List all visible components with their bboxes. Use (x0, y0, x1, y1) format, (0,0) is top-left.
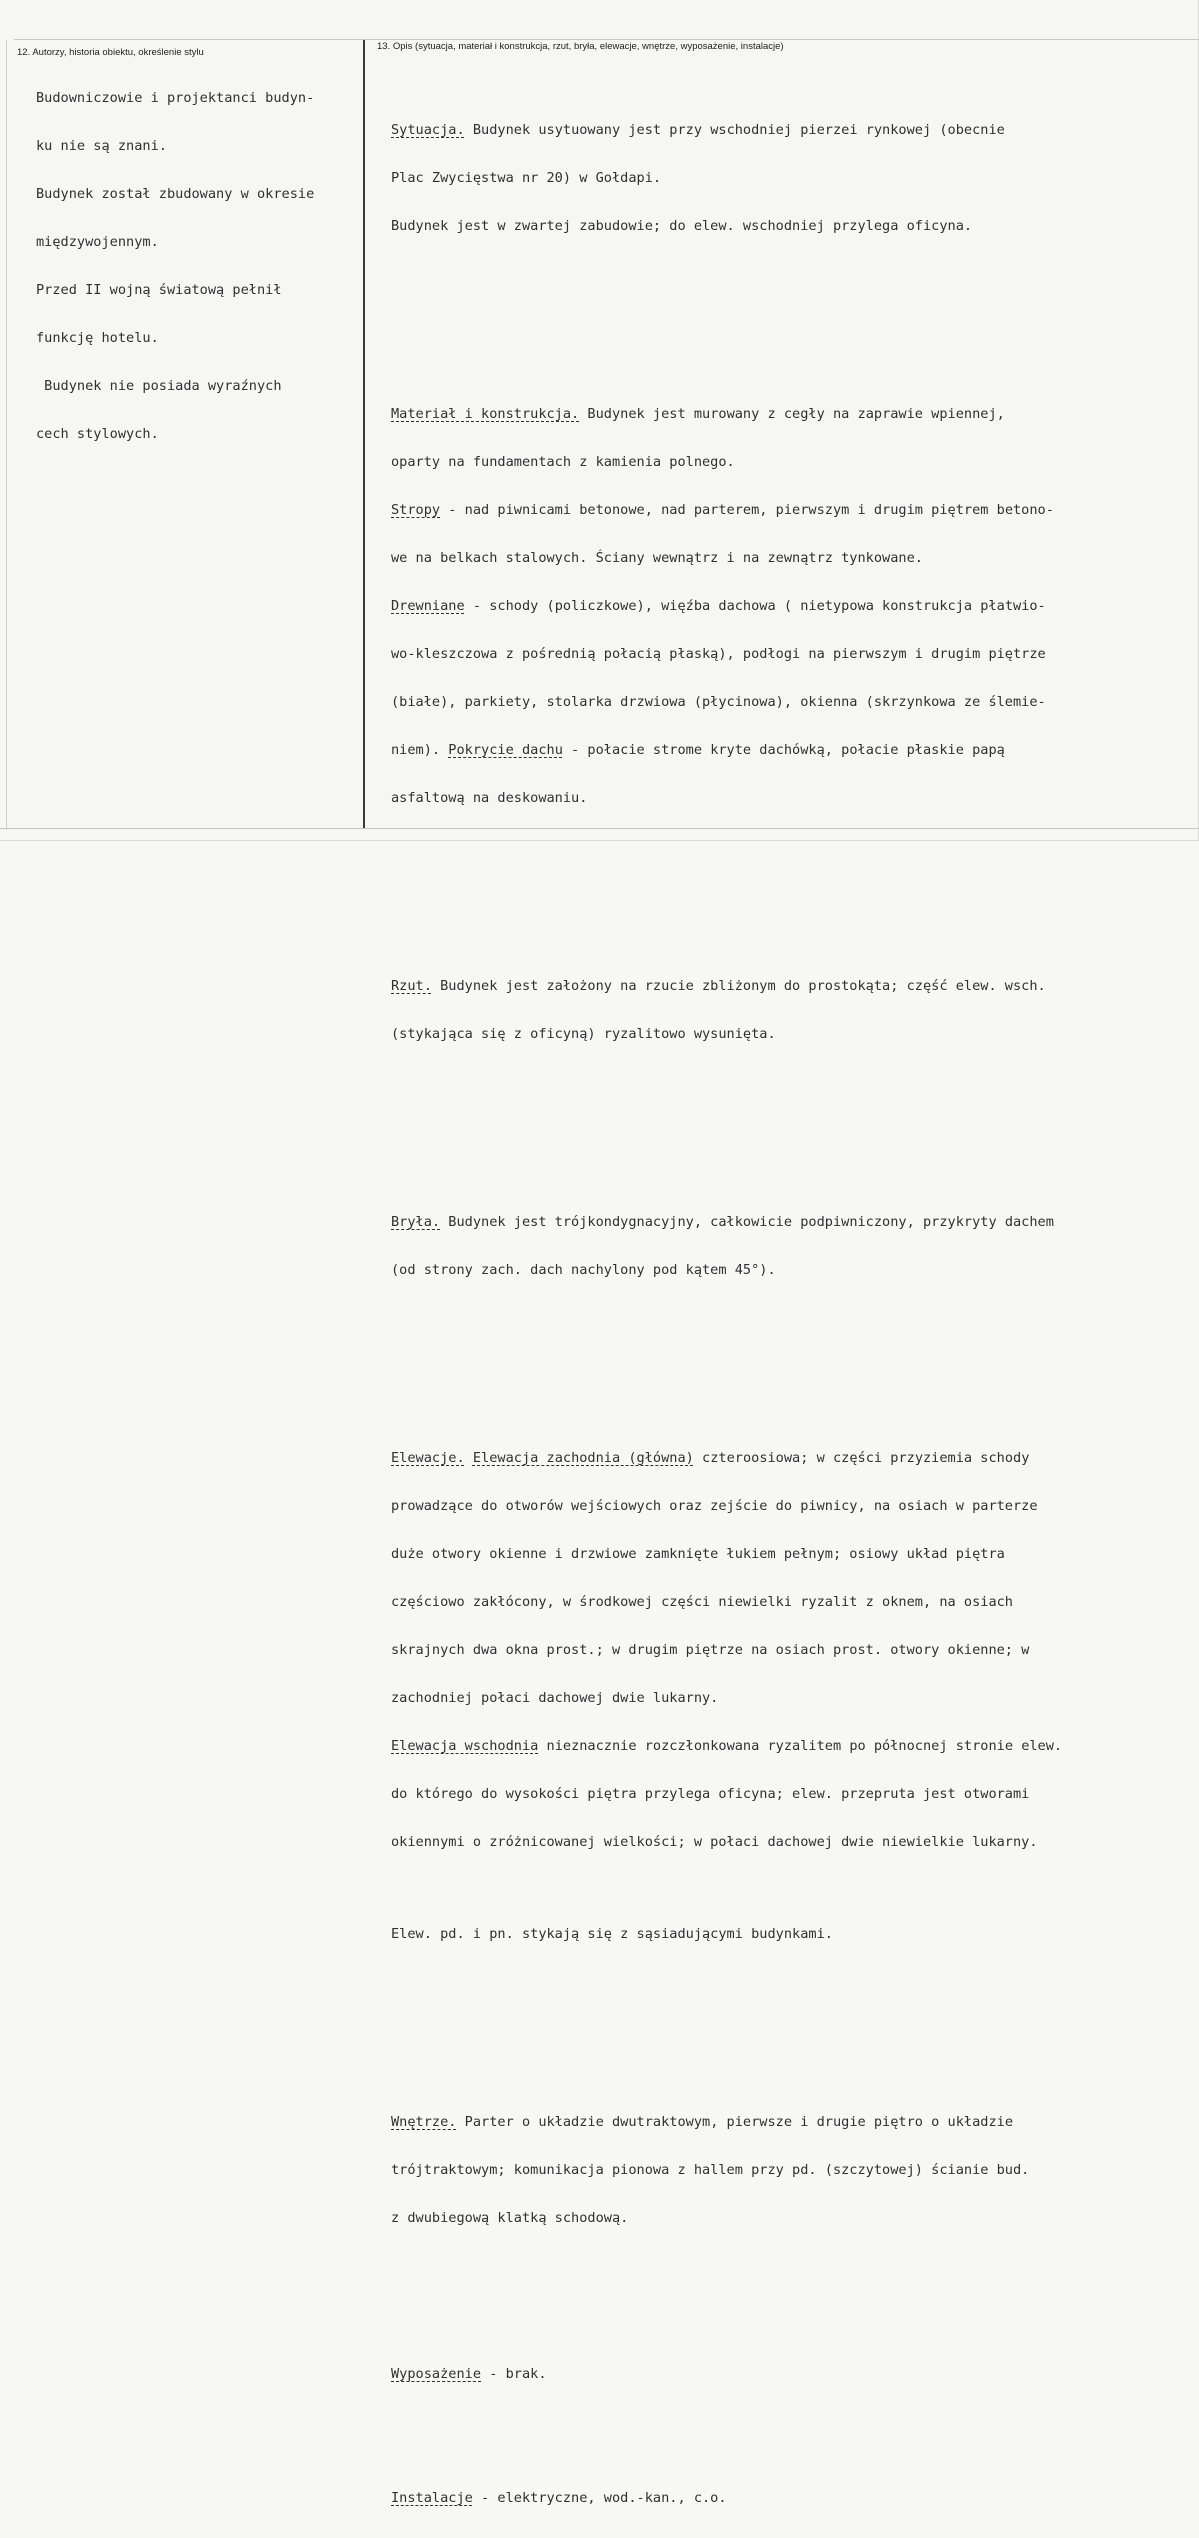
field-13-number: 13. (377, 41, 391, 52)
field-12-line: ku nie są znani. (36, 138, 167, 154)
elewacje-heading: Elewacje. (391, 1450, 465, 1466)
gap (391, 870, 1062, 882)
gap (391, 1882, 1062, 1894)
wnetrze-text: Parter o układzie dwutraktowym, pierwsze i drugie piętro o układzie (456, 2114, 1014, 2130)
material-text: Budynek jest murowany z cegły na zaprawie wpiennej, (579, 406, 1005, 422)
pokrycie-text: - połacie strome kryte dachówką, połacie płaskie papą (562, 742, 1005, 758)
left-rule (6, 40, 7, 830)
elewacje-line: prowadzące do otworów wejściowych oraz zejście do piwnicy, na osiach w parterze (391, 1498, 1038, 1514)
elewacja-zachodnia-heading: Elewacja zachodnia (główna) (472, 1450, 694, 1466)
material-line-1 (391, 406, 1062, 422)
elewacje-line: okiennymi o zróżnicowanej wielkości; w połaci dachowej dwie niewielkie lukarny. (391, 1834, 1038, 1850)
sytuacja-heading: Sytuacja. (391, 122, 465, 138)
wnetrze-heading: Wnętrze. (391, 2114, 457, 2130)
instalacje-heading: Instalacje (391, 2490, 473, 2506)
elewacje-line-1 (391, 1450, 1062, 1466)
top-rule (14, 39, 1199, 40)
section-sytuacja (391, 90, 1062, 266)
section-material (391, 374, 1062, 838)
section-wyposazenie (391, 2366, 1062, 2382)
gap (391, 298, 1062, 310)
field-12-content (36, 58, 314, 474)
material-line: we na belkach stalowych. Ściany wewnątrz i na zewnątrz tynkowane. (391, 550, 923, 566)
sytuacja-line: Budynek jest w zwartej zabudowie; do elew. wschodniej przylega oficyna. (391, 218, 973, 234)
gap (391, 1342, 1062, 1354)
elewacje-line: do którego do wysokości piętra przylega oficyna; elew. przepruta jest otworami (391, 1786, 1030, 1802)
field-13-content (391, 42, 1062, 2538)
rzut-line: (stykająca się z oficyną) ryzalitowo wysunięta. (391, 1026, 776, 1042)
pokrycie-line (391, 742, 1062, 758)
column-divider (363, 40, 365, 828)
sytuacja-line-1 (391, 122, 1062, 138)
field-12-label (17, 47, 204, 58)
field-13-title: Opis (sytuacja, materiał i konstrukcja, rzut, bryła, elewacje, wnętrze, wyposażenie, instalacje) (392, 41, 784, 52)
pokrycie-pre: niem). (391, 742, 449, 758)
field-12-title: Autorzy, historia obiektu, określenie stylu (32, 47, 204, 58)
field-12-line: cech stylowych. (36, 426, 159, 442)
elewacja-wschodnia-text: nieznacznie rozczłonkowana ryzalitem po północnej stronie elew. (538, 1738, 1063, 1754)
material-heading: Materiał i konstrukcja. (391, 406, 580, 422)
drewniane-text: - schody (policzkowe), więźba dachowa ( nietypowa konstrukcja płatwio- (464, 598, 1046, 614)
material-line: (białe), parkiety, stolarka drzwiowa (płycinowa), okienna (skrzynkowa ze ślemie- (391, 694, 1046, 710)
stropy-line (391, 502, 1062, 518)
field-12-line: Budynek nie posiada wyraźnych (36, 378, 282, 394)
stropy-heading: Stropy (391, 502, 441, 518)
pokrycie-heading: Pokrycie dachu (448, 742, 563, 758)
wnetrze-line-1 (391, 2114, 1062, 2130)
material-line: asfaltową na deskowaniu. (391, 790, 588, 806)
elewacja-zachodnia-text: czteroosiowa; w części przyziemia schody (693, 1450, 1030, 1466)
field-12-number: 12. (17, 47, 31, 58)
gap (391, 1106, 1062, 1118)
section-elewacje (391, 1418, 1062, 1974)
bryla-text: Budynek jest trójkondygnacyjny, całkowicie podpiwniczony, przykryty dachem (440, 1214, 1054, 1230)
material-line: wo-kleszczowa z pośrednią połacią płaską), podłogi na pierwszym i drugim piętrze (391, 646, 1046, 662)
section-bryla (391, 1182, 1062, 1310)
drewniane-line (391, 598, 1062, 614)
elewacje-line: zachodniej połaci dachowej dwie lukarny. (391, 1690, 719, 1706)
rzut-heading: Rzut. (391, 978, 432, 994)
elewacje-line: duże otwory okienne i drzwiowe zamknięte łukiem pełnym; osiowy układ piętra (391, 1546, 1005, 1562)
sytuacja-line: Plac Zwycięstwa nr 20) w Gołdapi. (391, 170, 662, 186)
rzut-line-1 (391, 978, 1062, 994)
field-12-line: Budynek został zbudowany w okresie (36, 186, 315, 202)
wyposazenie-text: - brak. (481, 2366, 547, 2382)
instalacje-text: - elektryczne, wod.-kan., c.o. (472, 2490, 727, 2506)
bryla-heading: Bryła. (391, 1214, 441, 1230)
wnetrze-line: trójtraktowym; komunikacja pionowa z hallem przy pd. (szczytowej) ścianie bud. (391, 2162, 1030, 2178)
section-rzut (391, 946, 1062, 1074)
sytuacja-text: Budynek usytuowany jest przy wschodniej pierzei rynkowej (obecnie (464, 122, 1005, 138)
elewacje-line: skrajnych dwa okna prost.; w drugim piętrze na osiach prost. otwory okienne; w (391, 1642, 1030, 1658)
material-line: oparty na fundamentach z kamienia polnego. (391, 454, 735, 470)
field-12-line: Budowniczowie i projektanci budyn- (36, 90, 315, 106)
gap (391, 2414, 1062, 2426)
bryla-line: (od strony zach. dach nachylony pod kątem 45°). (391, 1262, 776, 1278)
gap (391, 2006, 1062, 2018)
elewacja-wschodnia-heading: Elewacja wschodnia (391, 1738, 539, 1754)
gap (391, 2290, 1062, 2302)
field-12-line: funkcję hotelu. (36, 330, 159, 346)
rzut-text: Budynek jest założony na rzucie zbliżonym do prostokąta; część elew. wsch. (431, 978, 1046, 994)
wnetrze-line: z dwubiegową klatką schodową. (391, 2210, 629, 2226)
field-12-line: Przed II wojną światową pełnił (36, 282, 282, 298)
elewacje-pd-pn-line: Elew. pd. i pn. stykają się z sąsiadującymi budynkami. (391, 1926, 833, 1942)
wyposazenie-heading: Wyposażenie (391, 2366, 482, 2382)
field-12-line: międzywojennym. (36, 234, 159, 250)
section-wnetrze (391, 2082, 1062, 2258)
elewacja-wschodnia-line-1 (391, 1738, 1062, 1754)
section-instalacje (391, 2490, 1062, 2506)
bryla-line-1 (391, 1214, 1062, 1230)
drewniane-heading: Drewniane (391, 598, 465, 614)
elewacje-line: częściowo zakłócony, w środkowej części niewielki ryzalit z oknem, na osiach (391, 1594, 1013, 1610)
stropy-text: - nad piwnicami betonowe, nad parterem, pierwszym i drugim piętrem betono- (440, 502, 1054, 518)
